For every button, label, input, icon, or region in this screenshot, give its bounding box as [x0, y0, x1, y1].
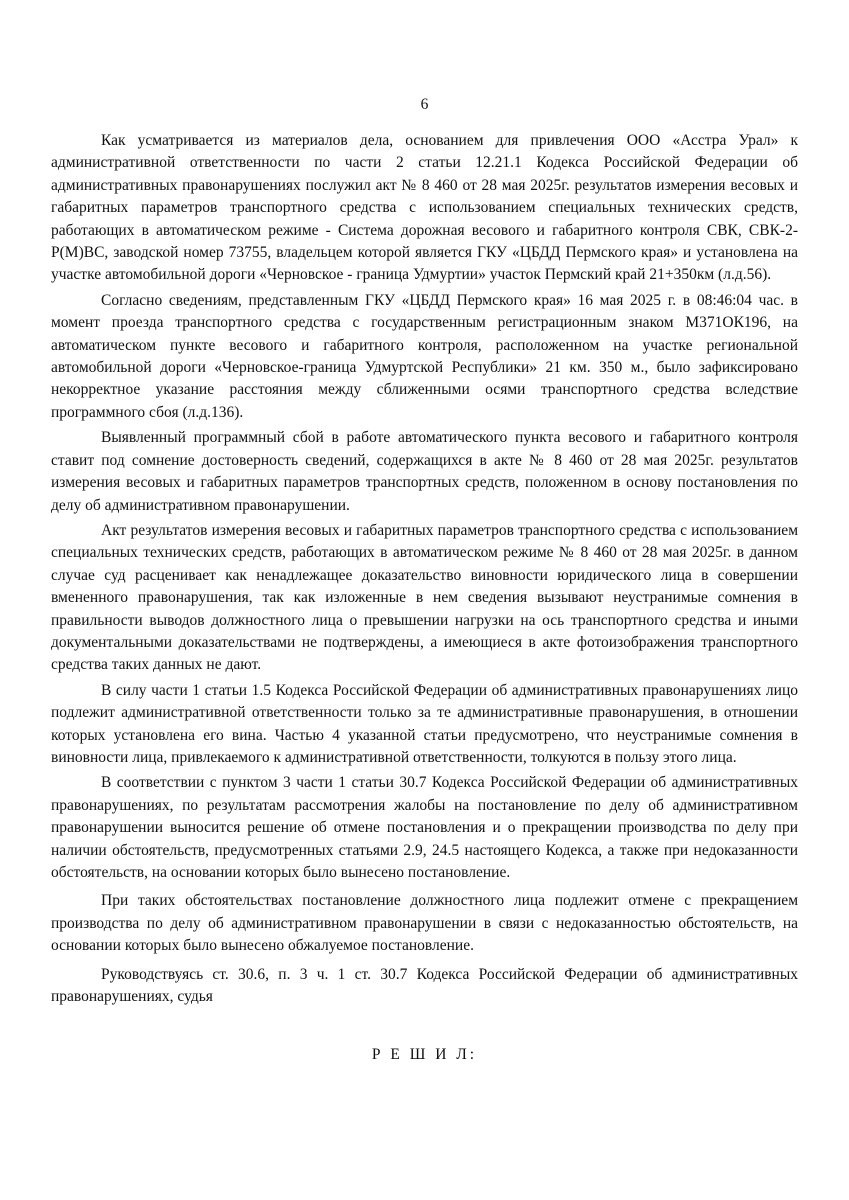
paragraph-article-30-7: В соответствии с пунктом 3 части 1 статьи 30.7 Кодекса Российской Федерации об административных правонарушениях, по результатам рассмотрения жалобы на постановление по делу об административном правонарушении выносится решение об отмене постановления и о прекращении производства по делу при наличии обстоятельств, предусмотренных статьями 2.9, 24.5 настоящего Кодекса, а также при недоказанности обстоятельств, на основании которых было вынесено постановление. [51, 774, 798, 881]
paragraph-guided-by: Руководствуясь ст. 30.6, п. 3 ч. 1 ст. 30.7 Кодекса Российской Федерации об административных правонарушениях, судья [51, 965, 798, 1006]
document-body [51, 130, 798, 1008]
paragraph-reliability-doubt: Выявленный программный сбой в работе автоматического пункта весового и габаритного контроля ставит под сомнение достоверность сведений, содержащихся в акте № 8 460 от 28 мая 2025г. результатов измерения весовых и габаритных параметров транспортных средств, положенном в основу постановления по делу об административном правонарушении. [51, 429, 798, 514]
paragraph-presumption-innocence: В силу части 1 статьи 1.5 Кодекса Российской Федерации об административных правонарушениях лицо подлежит административной ответственности только за те административные правонарушения, в отношении которых установлена его вина. Частью 4 указанной статьи предусмотрено, что неустранимые сомнения в виновности лица, привлекаемого к административной ответственности, толкуются в пользу этого лица. [51, 681, 798, 766]
paragraph-software-failure-info: Согласно сведениям, представленным ГКУ «ЦБДД Пермского края» 16 мая 2025 г. в 08:46:04 час. в момент проезда транспортного средства с государственным регистрационным знаком М371ОК196, на автоматическом пункте весового и габаритного контроля, расположенном на участке региональной автомобильной дороги «Черновское-граница Удмуртской Республики» 21 км. 350 м., было зафиксировано некорректное указание расстояния между сближенными осями транспортного средства вследствие программного сбоя (л.д.136). [51, 291, 798, 421]
decision-heading: Р Е Ш И Л: [371, 1046, 478, 1063]
paragraph-evidence-basis: Как усматривается из материалов дела, основанием для привлечения ООО «Асстра Урал» к административной ответственности по части 2 статьи 12.21.1 Кодекса Российской Федерации об административных правонарушениях послужил акт № 8 460 от 28 мая 2025г. результатов измерения весовых и габаритных параметров транспортного средства с использованием специальных технических средств, работающих в автоматическом режиме - Система дорожная весового и габаритного контроля СВК, СВК-2-Р(М)ВС, заводской номер 73755, владельцем которой является ГКУ «ЦБДД Пермского края» и установлена на участке автомобильной дороги «Черновское - граница Удмуртии» участок Пермский край 21+350км (л.д.56). [51, 132, 798, 284]
page-number: 6 [420, 96, 429, 113]
paragraph-conclusion: При таких обстоятельствах постановление должностного лица подлежит отмене с прекращением производства по делу об административном правонарушении в связи с недоказанностью обстоятельств, на основании которых было вынесено обжалуемое постановление. [51, 892, 798, 955]
paragraph-improper-evidence: Акт результатов измерения весовых и габаритных параметров транспортного средства с использованием специальных технических средств, работающих в автоматическом режиме № 8 460 от 28 мая 2025г. в данном случае суд расценивает как ненадлежащее доказательство виновности юридического лица в совершении вмененного правонарушения, так как изложенные в нем сведения вызывают неустранимые сомнения в правильности выводов должностного лица о превышении нагрузки на ось транспортного средства и иными документальными доказательствами не подтверждены, а имеющиеся в акте фотоизображения транспортного средства таких данных не дают. [51, 521, 798, 674]
